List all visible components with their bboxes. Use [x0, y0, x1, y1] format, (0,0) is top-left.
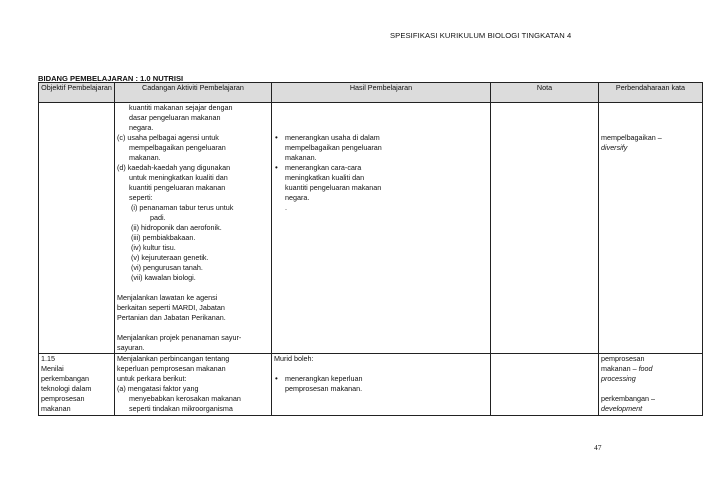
method-item: (i) penanaman tabur terus untuk — [131, 203, 234, 212]
running-header: SPESIFIKASI KURIKULUM BIOLOGI TINGKATAN 4 — [390, 31, 572, 40]
notes-cell — [491, 103, 599, 354]
col-header-outcomes: Hasil Pembelajaran — [272, 83, 491, 103]
table-header-row — [39, 83, 703, 103]
method-item: (iii) pembiakbakaan. — [131, 233, 196, 242]
outcome-tail: . — [285, 203, 287, 212]
vocab-term: mempelbagaikan – — [601, 133, 662, 142]
vocab-translation: diversify — [601, 143, 628, 152]
vocab-translation: food — [638, 364, 653, 373]
outcome-item: • menerangkan usaha di dalam mempelbagaikan pengeluaran makanan. — [274, 133, 488, 163]
method-item: (vi) pengurusan tanah. — [131, 263, 203, 272]
activity-line: dasar pengeluaran makanan — [129, 113, 221, 122]
activity-line: keperluan pemprosesan makanan — [117, 364, 226, 373]
objective-line: makanan — [41, 404, 71, 413]
activity-line: untuk meningkatkan kualiti dan — [129, 173, 228, 182]
outcome-item: • menerangkan keperluan pemprosesan makanan. — [274, 374, 488, 394]
section-title: BIDANG PEMBELAJARAN : 1.0 NUTRISI — [38, 74, 184, 83]
vocab-term: perkembangan – — [601, 394, 655, 403]
method-item: (iv) kultur tisu. — [131, 243, 176, 252]
project-line: sayuran. — [117, 343, 145, 352]
objective-cell — [39, 354, 115, 416]
method-item: (v) kejuruteraan genetik. — [131, 253, 209, 262]
vocab-term-line: makanan – food — [601, 364, 653, 373]
objective-number: 1.15 — [41, 354, 55, 363]
activity-line: Menjalankan perbincangan tentang — [117, 354, 230, 363]
activity-item-a: (a) mengatasi faktor yang — [117, 384, 199, 393]
method-item: padi. — [150, 213, 166, 222]
objective-line: Menilai — [41, 364, 64, 373]
project-line: Menjalankan projek penanaman sayur- — [117, 333, 242, 342]
objective-line: pemprosesan — [41, 394, 85, 403]
objective-cell — [39, 103, 115, 354]
col-header-objective: Objektif Pembelajaran — [39, 83, 115, 103]
table-row — [39, 103, 703, 354]
objective-line: teknologi dalam — [41, 384, 92, 393]
vocab-cell — [599, 103, 703, 354]
activity-line: negara. — [129, 123, 154, 132]
vocab-cell — [599, 354, 703, 416]
outcomes-cell — [272, 103, 491, 354]
notes-cell — [491, 354, 599, 416]
vocab-translation: development — [601, 404, 643, 413]
activity-line: kuantiti makanan sejajar dengan — [129, 103, 233, 112]
col-header-vocabulary: Perbendaharaan kata — [599, 83, 703, 103]
outcomes-intro: Murid boleh: — [274, 354, 314, 363]
outcomes-cell — [272, 354, 491, 416]
activity-line: untuk perkara berikut: — [117, 374, 187, 383]
activity-line: kuantiti pengeluaran makanan — [129, 183, 226, 192]
page-number: 47 — [594, 443, 602, 452]
vocab-term: pemprosesan — [601, 354, 645, 363]
activity-item-c: (c) usaha pelbagai agensi untuk — [117, 133, 219, 142]
visit-line: Menjalankan lawatan ke agensi — [117, 293, 218, 302]
method-item: (vii) kawalan biologi. — [131, 273, 196, 282]
activity-line: makanan. — [129, 153, 161, 162]
outcome-item: • menerangkan cara-cara meningkatkan kualiti dan kuantiti pengeluaran makanan negara. — [274, 163, 488, 203]
table-row — [39, 354, 703, 416]
activity-item-d: (d) kaedah-kaedah yang digunakan — [117, 163, 231, 172]
activity-line: seperti: — [129, 193, 153, 202]
activity-line: seperti tindakan mikroorganisma — [129, 404, 233, 413]
col-header-notes: Nota — [491, 83, 599, 103]
method-item: (ii) hidroponik dan aerofonik. — [131, 223, 222, 232]
curriculum-table — [38, 82, 703, 416]
activities-cell — [115, 354, 272, 416]
activities-cell — [115, 103, 272, 354]
visit-line: berkaitan seperti MARDI, Jabatan — [117, 303, 225, 312]
objective-line: perkembangan — [41, 374, 89, 383]
visit-line: Pertanian dan Jabatan Perikanan. — [117, 313, 226, 322]
vocab-translation: processing — [601, 374, 636, 383]
col-header-activities: Cadangan Aktiviti Pembelajaran — [115, 83, 272, 103]
activity-line: menyebabkan kerosakan makanan — [129, 394, 241, 403]
activity-line: mempelbagaikan pengeluaran — [129, 143, 226, 152]
